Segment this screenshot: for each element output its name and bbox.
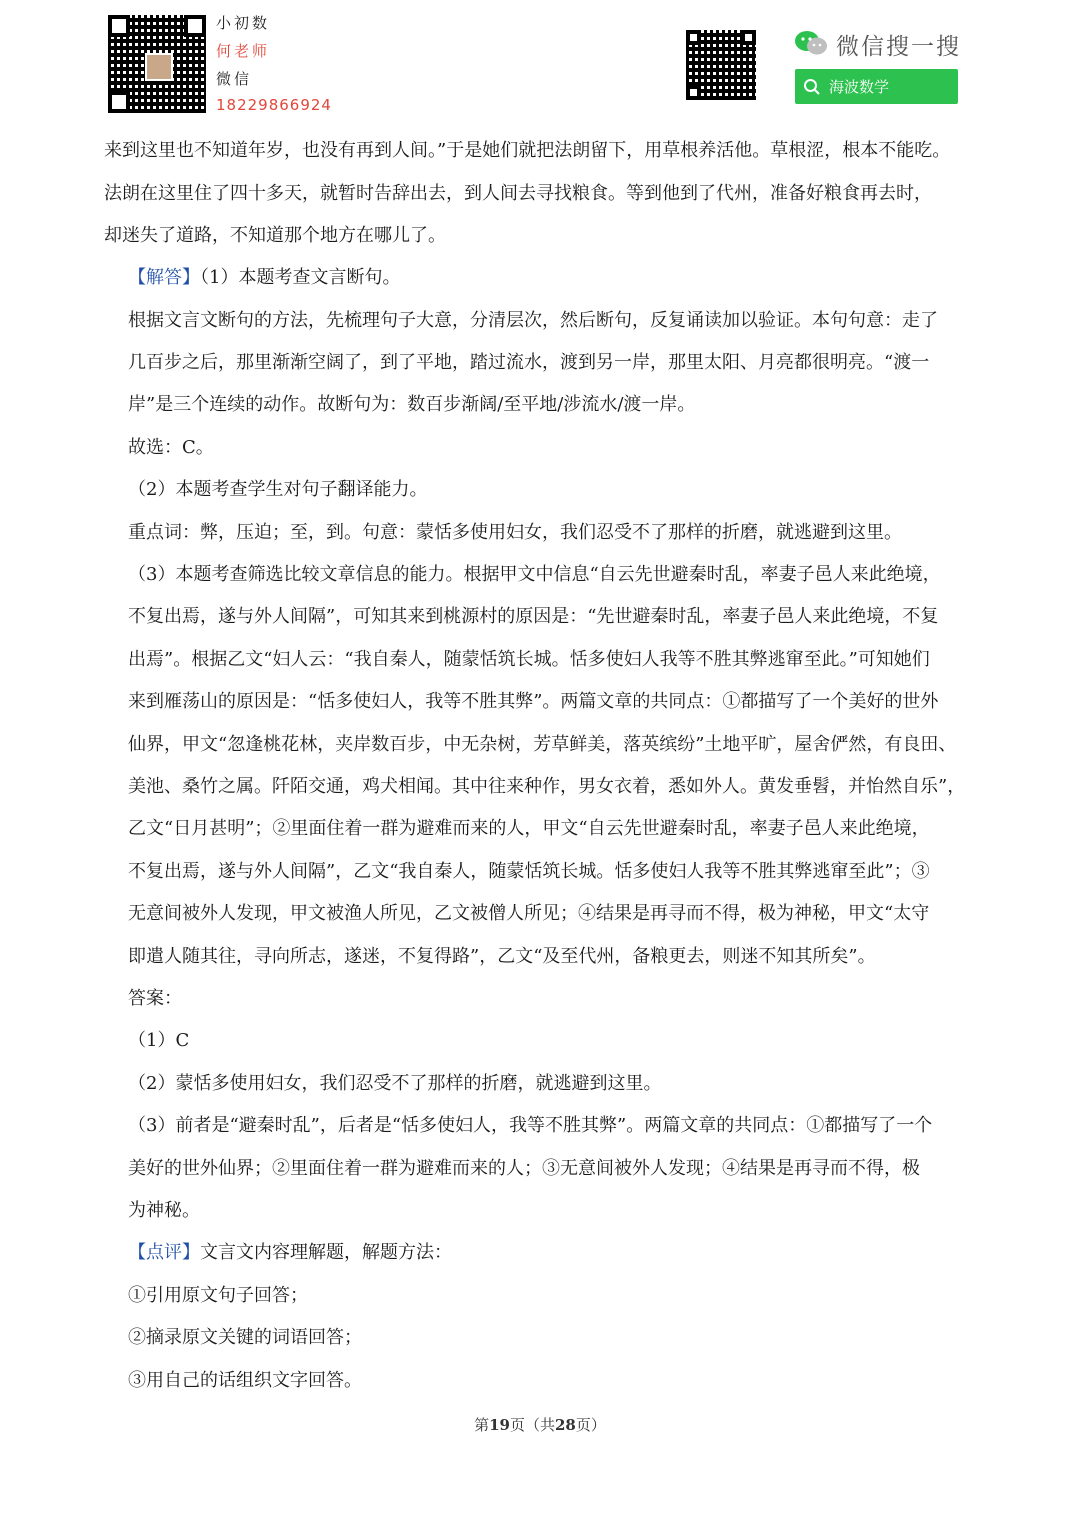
search-icon [803, 78, 821, 96]
text-line: 为神秘。 [128, 1200, 200, 1221]
text-line: 仙界，甲文“忽逢桃花林，夹岸数百步，中无杂树，芳草鲜美，落英缤纷”土地平旷，屋舍俨然，有良田、 [128, 734, 957, 755]
page-number: 19 [489, 1416, 510, 1434]
text-line: （2）本题考查学生对句子翻译能力。 [128, 479, 428, 500]
text-line: 出焉”。根据乙文“妇人云：“我自秦人，随蒙恬筑长城。恬多使妇人我等不胜其弊逃窜至此。”可知她们 [128, 649, 930, 670]
text-line: （3）前者是“避秦时乱”，后者是“恬多使妇人，我等不胜其弊”。两篇文章的共同点：①都描写了一个 [128, 1115, 933, 1136]
text-line: 美池、桑竹之属。阡陌交通，鸡犬相闻。其中往来种作，男女衣着，悉如外人。黄发垂髫，并怡然自乐”， [128, 776, 966, 797]
text-line: 答案： [128, 988, 182, 1009]
text-line: 几百步之后，那里渐渐空阔了，到了平地，踏过流水，渡到另一岸，那里太阳、月亮都很明亮。“渡一 [128, 352, 930, 373]
text-line: （2）蒙恬多使用妇女，我们忍受不了那样的折磨，就逃避到这里。 [128, 1073, 662, 1094]
text-line: ②摘录原文关键的词语回答； [128, 1327, 362, 1348]
text-line: 即遣人随其往，寻向所志，遂迷，不复得路”，乙文“及至代州，备粮更去，则迷不知其所矣”。 [128, 946, 876, 967]
handwriting-line3: 微信 [216, 70, 253, 88]
wechat-search-title: 微信搜一搜 [836, 34, 961, 60]
avatar [145, 53, 173, 81]
page-footer: 第19页（共28页） [474, 1416, 606, 1434]
answer-tag: 【解答】 [128, 267, 200, 288]
text-line: 不复出焉，遂与外人间隔”，可知其来到桃源村的原因是：“先世避秦时乱，率妻子邑人来此绝境，不复 [128, 606, 939, 627]
text-line: 无意间被外人发现，甲文被渔人所见，乙文被僧人所见；④结果是再寻而不得，极为神秘，甲文“太守 [128, 903, 930, 924]
text-line: 岸”是三个连续的动作。故断句为：数百步渐阔/至平地/涉流水/渡一岸。 [128, 394, 696, 415]
text-line: 不复出焉，遂与外人间隔”，乙文“我自秦人，随蒙恬筑长城。恬多使妇人我等不胜其弊逃窜至此”；③ [128, 861, 930, 882]
wechat-search-button[interactable] [795, 69, 958, 104]
text-line: ①引用原文句子回答； [128, 1285, 308, 1306]
handwriting-line2: 何老师 [216, 42, 271, 60]
text-line: 却迷失了道路，不知道那个地方在哪儿了。 [104, 225, 446, 246]
wechat-icon [794, 30, 828, 56]
text-line: 来到这里也不知道年岁，也没有再到人间。”于是她们就把法朗留下，用草根养活他。草根涩，根本不能吃。 [104, 140, 951, 161]
text-line: 根据文言文断句的方法，先梳理句子大意，分清层次，然后断句，反复诵读加以验证。本句句意：走了 [128, 310, 938, 331]
text-line: 美好的世外仙界；②里面住着一群为避难而来的人；③无意间被外人发现；④结果是再寻而不得，极 [128, 1158, 920, 1179]
text-line: 故选：C。 [128, 437, 214, 458]
answer-heading: 【解答】（1）本题考查文言断句。 [128, 267, 401, 288]
text-line: （1）C [128, 1030, 190, 1051]
text-line: 重点词：弊，压迫；至，到。句意：蒙恬多使用妇女，我们忍受不了那样的折磨，就逃避到这里。 [128, 522, 902, 543]
comment-tag: 【点评】 [128, 1242, 200, 1263]
search-label: 海波数学 [829, 78, 890, 96]
handwriting-phone: 18229866924 [216, 96, 332, 114]
comment-heading: 【点评】文言文内容理解题，解题方法： [128, 1242, 452, 1263]
text-line: 法朗在这里住了四十多天，就暂时告辞出去，到人间去寻找粮食。等到他到了代州，准备好粮食再去时， [104, 183, 932, 204]
wechat-qr-code [686, 30, 756, 100]
text-line: ③用自己的话组织文字回答。 [128, 1370, 362, 1391]
teacher-qr-code [108, 15, 206, 113]
text-line: （3）本题考查筛选比较文章信息的能力。根据甲文中信息“自云先世避秦时乱，率妻子邑人来此绝境， [128, 564, 941, 585]
total-pages: 28 [555, 1416, 576, 1434]
text-line: 来到雁荡山的原因是：“恬多使妇人，我等不胜其弊”。两篇文章的共同点：①都描写了一个美好的世外 [128, 691, 939, 712]
text-line: 乙文“日月甚明”；②里面住着一群为避难而来的人，甲文“自云先世避秦时乱，率妻子邑人来此绝境， [128, 818, 930, 839]
page-header [0, 0, 1080, 130]
handwriting-line1: 小初数 [216, 14, 271, 32]
